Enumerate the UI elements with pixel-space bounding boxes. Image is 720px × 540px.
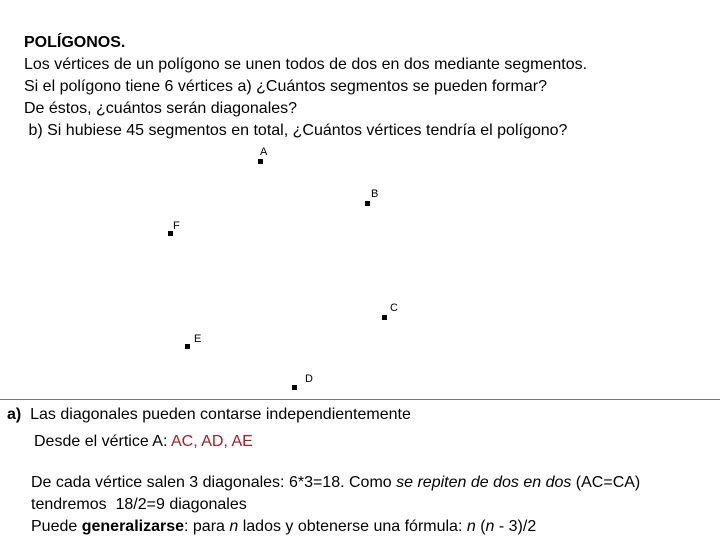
formula-variable: n [485, 518, 495, 535]
vertex-label-d: D [305, 373, 313, 385]
explanation-line-3 [31, 516, 640, 538]
vertex-label-f: F [173, 220, 180, 232]
vertex-point-b [365, 201, 370, 206]
explanation-italic: se repiten de dos en dos [396, 474, 572, 491]
vertex-label-a: A [260, 146, 268, 158]
answer-heading [7, 404, 411, 426]
problem-line: Los vértices de un polígono se unen todos de dos en dos mediante segmentos. [24, 56, 588, 73]
section-divider [0, 399, 720, 400]
vertex-label-b: B [371, 188, 379, 200]
explanation-line-2: tendremos 18/2=9 diagonales [31, 496, 247, 513]
answer-label: a) [7, 406, 22, 423]
formula-text: Puede [31, 518, 82, 535]
answer-from-vertex [34, 431, 253, 453]
formula-bold: generalizarse [81, 518, 184, 535]
explanation-text: De cada vértice salen 3 diagonales: 6*3=18. Como [31, 474, 397, 491]
vertex-point-c [382, 315, 387, 320]
formula-variable: n [466, 518, 476, 535]
explanation-line-1 [31, 472, 640, 494]
formula-variable: n [229, 518, 239, 535]
problem-title: POLÍGONOS. [24, 34, 126, 51]
from-vertex-label: Desde el vértice A: [34, 433, 171, 450]
vertex-label-c: C [390, 302, 398, 314]
vertex-point-d [292, 385, 297, 390]
problem-line: Si el polígono tiene 6 vértices a) ¿Cuántos segmentos se pueden formar? [24, 78, 547, 95]
answer-explanation [31, 472, 640, 538]
vertex-point-e [185, 344, 190, 349]
formula-text: : para [184, 518, 230, 535]
problem-line: De éstos, ¿cuántos serán diagonales? [24, 100, 298, 117]
formula-text: lados y obtenerse una fórmula: [238, 518, 467, 535]
problem-line: b) Si hubiese 45 segmentos en total, ¿Cuántos vértices tendría el polígono? [24, 122, 568, 139]
vertex-label-e: E [194, 333, 202, 345]
formula-text: - 3)/2 [494, 518, 537, 535]
vertex-point-a [258, 159, 263, 164]
explanation-text: (AC=CA) [571, 474, 641, 491]
formula-text: ( [475, 518, 486, 535]
diagonal-list: AC, AD, AE [170, 433, 253, 450]
answer-intro: Las diagonales pueden contarse independientemente [30, 406, 411, 423]
